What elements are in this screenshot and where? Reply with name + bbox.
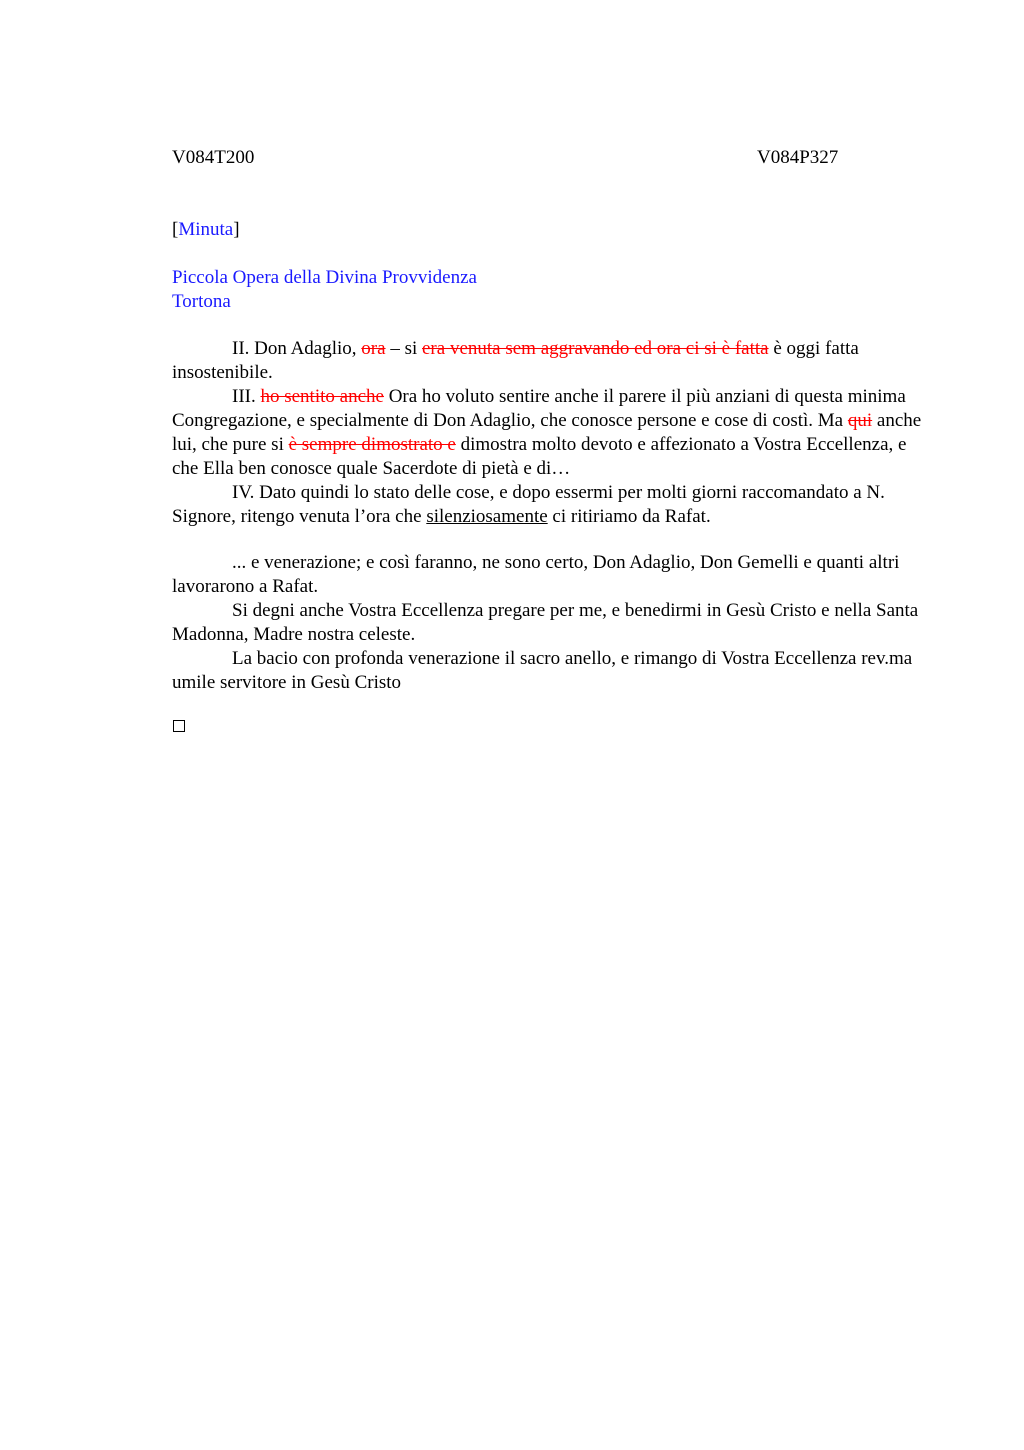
address-line-2: Tortona — [172, 291, 231, 312]
paragraph-iii-text-c: anche lui, che pure si — [172, 410, 922, 455]
paragraph-iii-text-d: dimostra molto devoto e affezionato a Vostra Eccellenza, e che Ella ben conosce quale Sacerdote di pietà e di… — [172, 434, 907, 479]
deleted-text: ho sentito anche — [260, 386, 384, 407]
closing-paragraph-2: Si degni anche Vostra Eccellenza pregare per me, e benedirmi in Gesù Cristo e nella Santa Madonna, Madre nostra celeste. — [172, 600, 919, 645]
underlined-text: silenziosamente — [426, 506, 548, 527]
deleted-text: era venuta sem aggravando ed ora ci si è fatta — [422, 338, 769, 359]
paragraph-iv-text-a: IV. Dato quindi lo stato delle cose, e dopo essermi per molti giorni raccomandato a N. Signore, ritengo venuta l’ora che — [172, 482, 885, 527]
paragraph-iii — [172, 385, 922, 481]
draft-label-text: Minuta — [178, 219, 234, 240]
address-block — [172, 266, 922, 314]
closing-paragraph-3: La bacio con profonda venerazione il sacro anello, e rimango di Vostra Eccellenza rev.ma umile servitore in Gesù Cristo — [172, 648, 913, 693]
body-text — [172, 337, 922, 529]
checkbox-square-icon — [173, 720, 185, 732]
paragraph-ii — [172, 337, 922, 385]
paragraph-iii-text-a: III. — [232, 386, 261, 407]
draft-label — [172, 218, 922, 242]
document-code-right: V084P327 — [757, 147, 839, 168]
deleted-text: ora — [361, 338, 386, 359]
closing-text — [172, 551, 922, 695]
paragraph-iii-text-b: Ora ho voluto sentire anche il parere il più anziani di questa minima Congregazione, e specialmente di Don Adaglio, che conosce persone e cose di costì. Ma — [172, 386, 906, 431]
paragraph-iv — [172, 481, 922, 529]
closing-paragraph-1: ... e venerazione; e così faranno, ne sono certo, Don Adaglio, Don Gemelli e quanti altri lavorarono a Rafat. — [172, 552, 900, 597]
address-line-1: Piccola Opera della Divina Provvidenza — [172, 267, 477, 288]
deleted-text: è sempre dimostrato e — [288, 434, 456, 455]
paragraph-iv-text-b: ci ritiriamo da Rafat. — [547, 506, 711, 527]
paragraph-ii-text-b: – si — [385, 338, 422, 359]
paragraph-ii-text-c: è oggi fatta insostenibile. — [172, 338, 859, 383]
draft-bracket-close: ] — [233, 219, 240, 240]
deleted-text: qui — [847, 410, 873, 431]
document-code-left: V084T200 — [172, 147, 255, 168]
draft-bracket-open: [ — [172, 219, 179, 240]
paragraph-ii-text-a: II. Don Adaglio, — [232, 338, 362, 359]
